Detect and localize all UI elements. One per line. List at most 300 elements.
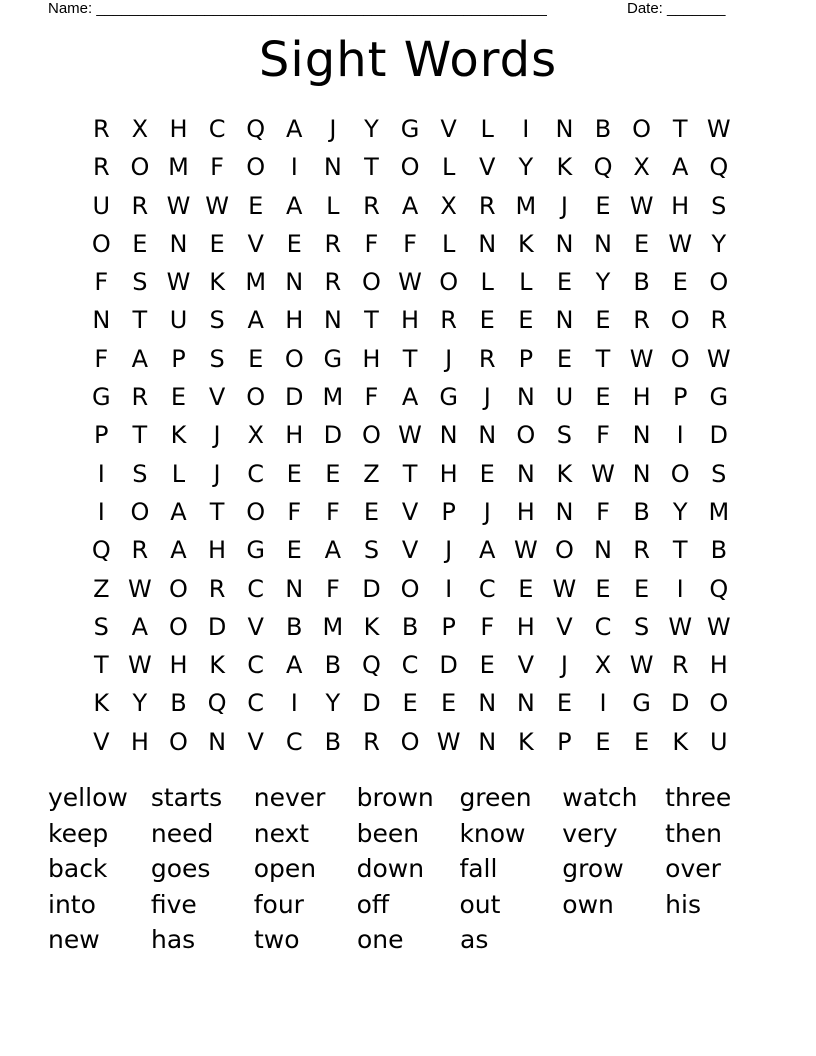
grid-letter: P xyxy=(94,421,109,450)
grid-letter: N xyxy=(555,229,574,258)
grid-row xyxy=(82,723,738,761)
grid-letter: N xyxy=(516,383,535,412)
word-list-row xyxy=(48,922,768,958)
grid-letter: V xyxy=(208,383,226,412)
grid-letter: R xyxy=(671,651,689,680)
grid-letter: T xyxy=(364,153,379,182)
grid-letter: O xyxy=(246,383,266,412)
header-line xyxy=(48,0,740,18)
grid-letter: X xyxy=(247,421,264,450)
grid-letter: T xyxy=(672,115,688,143)
grid-letter: E xyxy=(479,306,495,335)
grid-letter: D xyxy=(323,421,343,450)
grid-letter: A xyxy=(401,383,419,412)
grid-letter: C xyxy=(208,115,226,143)
grid-letter: H xyxy=(285,306,304,335)
grid-letter: R xyxy=(363,727,380,756)
grid-letter: O xyxy=(670,459,690,488)
grid-letter: S xyxy=(363,536,380,565)
grid-letter: E xyxy=(402,689,418,718)
grid-letter: T xyxy=(93,651,109,680)
grid-letter: K xyxy=(209,268,225,297)
grid-letter: Q xyxy=(207,689,227,718)
word-list-item: out xyxy=(459,889,501,919)
grid-letter: E xyxy=(286,536,302,565)
grid-letter: O xyxy=(169,612,188,641)
word-list-item: has xyxy=(151,925,196,954)
grid-letter: F xyxy=(210,153,224,182)
grid-letter: V xyxy=(247,229,264,258)
grid-letter: E xyxy=(363,497,380,526)
grid-letter: A xyxy=(324,536,342,565)
grid-letter: X xyxy=(594,651,612,680)
grid-letter: C xyxy=(247,689,265,718)
word-list-item: very xyxy=(562,818,618,848)
grid-letter: H xyxy=(169,115,188,143)
grid-letter: W xyxy=(668,612,693,641)
word-list-row xyxy=(48,887,768,923)
grid-letter: N xyxy=(478,229,497,258)
grid-letter: J xyxy=(445,344,453,373)
grid-row xyxy=(82,570,738,608)
grid-letter: H xyxy=(516,497,535,526)
grid-letter: Z xyxy=(93,574,110,603)
word-list-item: grow xyxy=(562,854,624,883)
grid-letter: H xyxy=(671,191,690,220)
word-list-item: one xyxy=(357,925,404,954)
grid-letter: S xyxy=(209,344,225,373)
grid-letter: W xyxy=(513,536,538,565)
grid-letter: S xyxy=(93,612,109,641)
grid-letter: E xyxy=(286,459,302,488)
word-list-item: never xyxy=(253,783,326,812)
grid-letter: E xyxy=(634,574,650,603)
word-list-item: know xyxy=(459,818,526,848)
grid-letter: Q xyxy=(593,153,613,182)
grid-letter: T xyxy=(672,536,688,565)
grid-row xyxy=(82,148,738,186)
grid-letter: A xyxy=(286,651,303,680)
grid-letter: Q xyxy=(709,574,729,603)
grid-letter: A xyxy=(247,306,264,335)
grid-letter: O xyxy=(246,497,266,526)
grid-letter: E xyxy=(595,306,611,335)
grid-letter: W xyxy=(629,344,654,373)
grid-letter: W xyxy=(629,651,654,680)
word-list-item: own xyxy=(562,889,614,919)
grid-letter: E xyxy=(595,727,611,756)
grid-letter: V xyxy=(401,536,419,565)
grid-letter: W xyxy=(128,574,152,603)
grid-letter: N xyxy=(478,727,497,756)
grid-letter: W xyxy=(706,344,731,373)
grid-letter: Y xyxy=(595,268,611,297)
grid-letter: H xyxy=(169,651,188,680)
grid-letter: O xyxy=(709,689,729,718)
grid-row xyxy=(82,263,738,301)
grid-letter: K xyxy=(556,153,573,182)
grid-letter: O xyxy=(130,153,150,182)
grid-letter: O xyxy=(362,268,381,297)
grid-letter: X xyxy=(131,115,149,143)
grid-letter: S xyxy=(209,306,225,335)
grid-row xyxy=(82,378,738,416)
grid-letter: Z xyxy=(363,459,380,488)
grid-letter: B xyxy=(324,651,342,680)
grid-letter: O xyxy=(130,497,150,526)
grid-letter: W xyxy=(436,727,461,756)
word-list-item: off xyxy=(356,889,390,919)
grid-letter: B xyxy=(633,268,650,297)
grid-letter: E xyxy=(595,574,611,603)
grid-letter: O xyxy=(632,115,652,143)
grid-letter: D xyxy=(285,383,304,412)
grid-letter: O xyxy=(169,727,188,756)
grid-letter: C xyxy=(478,574,496,603)
grid-letter: E xyxy=(209,229,225,258)
word-list-item: new xyxy=(48,925,100,954)
grid-letter: I xyxy=(97,497,105,526)
grid-letter: W xyxy=(166,268,191,297)
grid-letter: N xyxy=(478,689,497,718)
grid-letter: N xyxy=(594,536,612,565)
grid-letter: R xyxy=(324,229,342,258)
grid-letter: I xyxy=(445,574,453,603)
grid-letter: K xyxy=(672,727,689,756)
grid-letter: Y xyxy=(364,115,379,143)
grid-letter: M xyxy=(708,497,730,526)
grid-letter: J xyxy=(483,497,491,526)
grid-letter: A xyxy=(479,536,496,565)
grid-letter: N xyxy=(632,459,651,488)
grid-row xyxy=(82,225,738,263)
grid-letter: T xyxy=(364,306,379,335)
grid-letter: P xyxy=(518,344,534,373)
grid-letter: J xyxy=(483,383,491,412)
grid-letter: B xyxy=(594,115,612,143)
grid-row xyxy=(82,340,738,378)
grid-row xyxy=(82,301,738,339)
grid-letter: B xyxy=(633,497,650,526)
grid-letter: W xyxy=(128,651,152,680)
grid-letter: R xyxy=(633,306,650,335)
grid-letter: N xyxy=(285,574,304,603)
word-list-item: three xyxy=(665,783,732,812)
grid-letter: W xyxy=(166,191,191,220)
grid-letter: W xyxy=(706,612,731,641)
grid-letter: P xyxy=(171,344,186,373)
grid-letter: Q xyxy=(91,536,111,565)
grid-letter: X xyxy=(633,153,650,182)
grid-row xyxy=(82,608,738,646)
grid-letter: F xyxy=(364,383,379,412)
grid-letter: O xyxy=(670,306,690,335)
grid-letter: H xyxy=(401,306,420,335)
grid-letter: L xyxy=(171,459,186,488)
grid-letter: H xyxy=(208,536,227,565)
grid-letter: I xyxy=(676,421,684,450)
grid-letter: W xyxy=(398,421,422,450)
name-field-label: Name: ______________________________________________________ xyxy=(48,0,547,17)
grid-letter: J xyxy=(213,421,221,450)
grid-letter: P xyxy=(557,727,572,756)
grid-letter: W xyxy=(591,459,615,488)
grid-letter: W xyxy=(205,191,229,220)
grid-letter: F xyxy=(596,421,610,450)
grid-letter: J xyxy=(213,459,221,488)
word-list-item: need xyxy=(150,818,214,848)
grid-letter: N xyxy=(516,689,535,718)
grid-letter: D xyxy=(670,689,690,718)
grid-letter: E xyxy=(441,689,457,718)
grid-letter: F xyxy=(94,268,109,297)
grid-letter: R xyxy=(710,306,728,335)
grid-letter: C xyxy=(247,459,265,488)
grid-letter: J xyxy=(560,651,568,680)
grid-letter: N xyxy=(439,421,458,450)
grid-letter: A xyxy=(671,153,689,182)
grid-letter: K xyxy=(556,459,573,488)
word-list-item: next xyxy=(253,818,310,848)
grid-letter: T xyxy=(595,344,611,373)
grid-letter: R xyxy=(478,191,496,220)
grid-letter: S xyxy=(633,612,650,641)
word-list-item: four xyxy=(253,889,304,919)
letter-grid xyxy=(82,110,738,761)
grid-letter: R xyxy=(633,536,650,565)
grid-letter: P xyxy=(441,612,456,641)
grid-letter: K xyxy=(363,612,380,641)
grid-letter: F xyxy=(596,497,610,526)
grid-letter: R xyxy=(478,344,496,373)
grid-letter: H xyxy=(285,421,304,450)
grid-letter: N xyxy=(555,497,574,526)
grid-letter: J xyxy=(329,115,337,143)
grid-letter: V xyxy=(517,651,535,680)
grid-letter: L xyxy=(519,268,533,297)
grid-letter: C xyxy=(285,727,303,756)
grid-letter: E xyxy=(170,383,187,412)
grid-letter: D xyxy=(207,612,227,641)
grid-letter: F xyxy=(480,612,495,641)
grid-letter: F xyxy=(325,574,340,603)
word-list xyxy=(48,780,768,958)
grid-letter: I xyxy=(522,115,530,143)
grid-letter: D xyxy=(362,689,381,718)
word-list-item: his xyxy=(665,889,701,919)
grid-letter: E xyxy=(556,344,572,373)
grid-letter: Q xyxy=(709,153,729,182)
grid-letter: R xyxy=(363,191,380,220)
grid-letter: W xyxy=(668,229,693,258)
grid-letter: H xyxy=(709,651,728,680)
grid-letter: Y xyxy=(518,153,534,182)
grid-letter: V xyxy=(401,497,419,526)
grid-letter: K xyxy=(517,229,534,258)
grid-letter: E xyxy=(595,383,611,412)
grid-letter: O xyxy=(400,153,420,182)
grid-letter: N xyxy=(92,306,111,335)
grid-row xyxy=(82,531,738,569)
grid-letter: S xyxy=(556,421,573,450)
grid-letter: E xyxy=(248,191,264,220)
grid-letter: F xyxy=(364,229,379,258)
word-list-item: as xyxy=(460,925,489,954)
grid-letter: A xyxy=(131,612,149,641)
grid-letter: N xyxy=(478,421,497,450)
grid-letter: A xyxy=(131,344,149,373)
grid-letter: S xyxy=(132,459,148,488)
grid-letter: P xyxy=(672,383,688,412)
grid-letter: A xyxy=(170,497,187,526)
grid-letter: E xyxy=(479,651,495,680)
grid-letter: F xyxy=(94,344,109,373)
grid-letter: T xyxy=(132,306,148,335)
grid-letter: L xyxy=(480,268,494,297)
grid-letter: C xyxy=(401,651,419,680)
grid-letter: R xyxy=(92,153,110,182)
grid-letter: A xyxy=(286,115,303,143)
grid-letter: L xyxy=(441,153,456,182)
grid-letter: I xyxy=(599,689,607,718)
grid-letter: W xyxy=(629,191,654,220)
grid-letter: B xyxy=(324,727,342,756)
grid-letter: K xyxy=(93,689,110,718)
grid-letter: U xyxy=(555,383,574,412)
grid-letter: G xyxy=(439,383,458,412)
grid-row xyxy=(82,493,738,531)
word-list-item: fall xyxy=(459,854,498,883)
grid-letter: N xyxy=(208,727,227,756)
grid-letter: C xyxy=(247,651,265,680)
grid-letter: W xyxy=(706,115,731,143)
grid-letter: C xyxy=(594,612,612,641)
grid-letter: O xyxy=(670,344,690,373)
grid-letter: B xyxy=(286,612,303,641)
grid-letter: J xyxy=(560,191,568,220)
grid-letter: N xyxy=(323,153,342,182)
grid-letter: I xyxy=(290,689,298,718)
grid-row xyxy=(82,110,738,148)
grid-letter: F xyxy=(287,497,302,526)
grid-letter: O xyxy=(400,574,420,603)
grid-letter: K xyxy=(209,651,225,680)
grid-letter: C xyxy=(247,574,265,603)
grid-letter: I xyxy=(290,153,298,182)
grid-letter: V xyxy=(247,727,264,756)
grid-letter: P xyxy=(441,497,456,526)
grid-letter: K xyxy=(517,727,534,756)
grid-letter: S xyxy=(711,191,727,220)
grid-letter: N xyxy=(555,306,574,335)
grid-letter: B xyxy=(401,612,419,641)
grid-letter: G xyxy=(400,115,420,143)
grid-letter: O xyxy=(709,268,729,297)
grid-letter: V xyxy=(440,115,457,143)
grid-letter: O xyxy=(362,421,381,450)
grid-letter: M xyxy=(322,383,344,412)
grid-letter: L xyxy=(480,115,494,143)
word-list-item: open xyxy=(253,854,317,883)
grid-letter: V xyxy=(556,612,573,641)
grid-letter: K xyxy=(170,421,187,450)
grid-letter: E xyxy=(595,191,611,220)
grid-letter: A xyxy=(401,191,419,220)
grid-letter: B xyxy=(170,689,187,718)
word-list-row xyxy=(48,851,768,887)
grid-letter: E xyxy=(634,229,650,258)
grid-letter: O xyxy=(169,574,188,603)
grid-letter: G xyxy=(632,689,651,718)
grid-letter: E xyxy=(248,344,264,373)
grid-letter: O xyxy=(554,536,574,565)
grid-letter: L xyxy=(441,229,456,258)
grid-letter: N xyxy=(169,229,188,258)
grid-letter: M xyxy=(245,268,267,297)
grid-letter: E xyxy=(556,268,572,297)
grid-row xyxy=(82,684,738,722)
grid-letter: N xyxy=(285,268,304,297)
grid-letter: R xyxy=(440,306,457,335)
word-list-item: starts xyxy=(150,783,223,812)
word-list-item: goes xyxy=(150,854,211,883)
grid-letter: Y xyxy=(132,689,148,718)
grid-row xyxy=(82,416,738,454)
word-list-item: into xyxy=(48,889,96,919)
grid-letter: G xyxy=(246,536,265,565)
word-list-item: over xyxy=(665,854,721,883)
grid-letter: E xyxy=(325,459,341,488)
grid-letter: S xyxy=(711,459,727,488)
grid-letter: D xyxy=(362,574,381,603)
grid-letter: R xyxy=(92,115,110,143)
grid-letter: E xyxy=(634,727,650,756)
grid-letter: E xyxy=(132,229,148,258)
grid-letter: E xyxy=(672,268,688,297)
word-list-item: yellow xyxy=(48,783,128,812)
word-list-item: down xyxy=(356,854,425,883)
grid-letter: W xyxy=(398,268,422,297)
grid-letter: M xyxy=(322,612,344,641)
grid-letter: G xyxy=(323,344,343,373)
grid-letter: V xyxy=(247,612,264,641)
grid-letter: U xyxy=(92,191,111,220)
grid-letter: V xyxy=(93,727,110,756)
word-list-item: two xyxy=(254,925,300,954)
grid-letter: W xyxy=(552,574,577,603)
word-list-item: back xyxy=(48,854,108,883)
word-list-item: green xyxy=(459,783,532,812)
grid-letter: F xyxy=(403,229,417,258)
grid-letter: Y xyxy=(325,689,341,718)
grid-letter: M xyxy=(168,153,189,182)
grid-letter: N xyxy=(323,306,342,335)
grid-letter: E xyxy=(286,229,302,258)
grid-letter: S xyxy=(132,268,148,297)
grid-letter: H xyxy=(516,612,535,641)
grid-letter: J xyxy=(445,536,453,565)
grid-letter: E xyxy=(518,574,534,603)
grid-letter: Q xyxy=(246,115,266,143)
grid-letter: G xyxy=(709,383,729,412)
grid-letter: T xyxy=(402,459,418,488)
grid-letter: R xyxy=(208,574,226,603)
word-list-item: five xyxy=(150,889,197,919)
grid-letter: D xyxy=(709,421,729,450)
grid-letter: Y xyxy=(672,497,688,526)
grid-letter: E xyxy=(518,306,534,335)
grid-letter: O xyxy=(284,344,304,373)
